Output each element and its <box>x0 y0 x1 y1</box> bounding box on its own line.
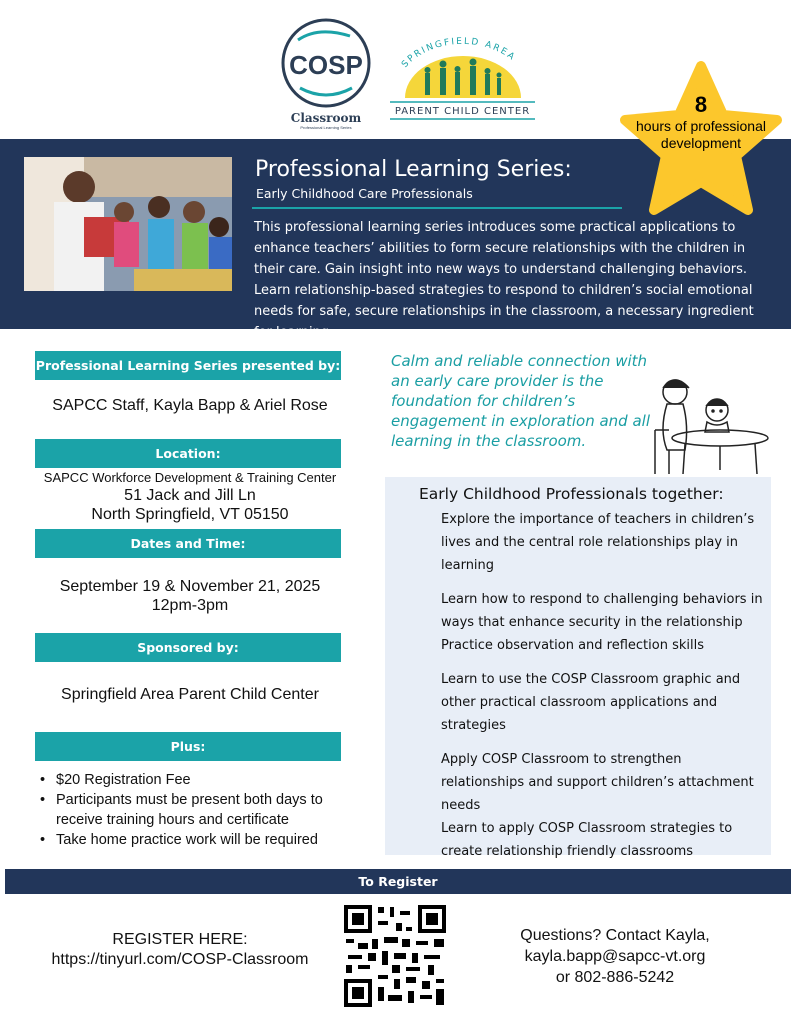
professionals-list <box>441 508 766 863</box>
cosp-classroom-logo <box>278 18 378 130</box>
sponsor-name: Springfield Area Parent Child Center <box>61 686 319 703</box>
list-item: Learn to apply COSP Classroom strategies to create relationship friendly classrooms <box>441 821 733 859</box>
register-band: To Register <box>5 869 791 894</box>
hours-label: hours of professional development <box>636 118 766 151</box>
series-subtitle: Early Childhood Care Professionals <box>256 186 473 201</box>
dates-heading: Dates and Time: <box>35 529 341 558</box>
professionals-heading: Early Childhood Professionals together: <box>419 485 724 503</box>
qr-code[interactable] <box>342 903 448 1009</box>
presented-by-heading: Professional Learning Series presented by: <box>35 351 341 380</box>
list-item: Practice observation and reflection skills <box>441 638 704 653</box>
list-item: Learn to use the COSP Classroom graphic and other practical classroom applications and strategies <box>441 672 741 733</box>
springfield-arc-text: SPRINGFIELD AREA <box>400 36 518 70</box>
list-item: Apply COSP Classroom to strengthen relationships and support children’s attachment needs <box>441 752 754 813</box>
cosp-logo-text: COSP <box>289 50 363 80</box>
quote-text: Calm and reliable connection with an early care provider is the foundation for children’s engagement in exploration and all learning in the classroom. <box>391 352 650 450</box>
springfield-name-text: PARENT CHILD CENTER <box>394 106 531 117</box>
cosp-logo-sub: Classroom <box>290 111 362 125</box>
register-url-link[interactable]: https://tinyurl.com/COSP-Classroom <box>51 951 309 968</box>
list-item: Explore the importance of teachers in children’s lives and the central role relationships play in learning <box>441 512 755 573</box>
contact-line: Questions? Contact Kayla, <box>520 927 710 944</box>
contact-email-link[interactable]: kayla.bapp@sapcc-vt.org <box>524 948 706 965</box>
plus-item: • Participants must be present both days to receive training hours and certificate <box>38 790 358 830</box>
location-city: North Springfield, VT 05150 <box>91 506 289 523</box>
plus-item: • $20 Registration Fee <box>38 770 358 790</box>
series-title: Professional Learning Series: <box>255 157 572 182</box>
contact-phone: or 802-886-5242 <box>555 969 675 986</box>
plus-list <box>38 770 358 850</box>
sponsored-heading: Sponsored by: <box>35 633 341 662</box>
hours-number: 8 <box>694 92 708 117</box>
plus-item: • Take home practice work will be required <box>38 830 358 850</box>
location-address <box>20 470 360 524</box>
intro-paragraph: This professional learning series introduces some practical applications to enhance teachers’ abilities to form secure relationships with the children in their care. Gain insight into new ways to understand challenging behaviors. Learn relationship-based strategies to respond to children’s social emotional needs for safe, secure relationships in the classroom, a necessary ingredient for learning. <box>254 220 754 340</box>
time-line: 12pm-3pm <box>151 597 229 614</box>
register-here <box>30 930 330 970</box>
register-label: REGISTER HERE: <box>112 931 248 948</box>
plus-heading: Plus: <box>35 732 341 761</box>
teacher-and-child-drawing <box>645 370 770 480</box>
dates-line: September 19 & November 21, 2025 <box>59 578 321 595</box>
springfield-parent-child-center-logo <box>385 28 540 123</box>
teacher-reading-to-children-photo <box>24 157 232 291</box>
cosp-logo-tag: Professional Learning Series <box>300 125 352 130</box>
title-divider <box>252 207 622 209</box>
list-item: Learn how to respond to challenging behaviors in ways that enhance security in the relationship <box>441 592 763 630</box>
presenters: SAPCC Staff, Kayla Bapp & Ariel Rose <box>52 397 328 414</box>
location-heading: Location: <box>35 439 341 468</box>
location-street: 51 Jack and Jill Ln <box>124 487 256 504</box>
star-badge-text <box>630 92 772 152</box>
contact-info <box>495 925 735 988</box>
location-venue: SAPCC Workforce Development & Training Center <box>43 470 337 485</box>
dates-time <box>20 577 360 615</box>
